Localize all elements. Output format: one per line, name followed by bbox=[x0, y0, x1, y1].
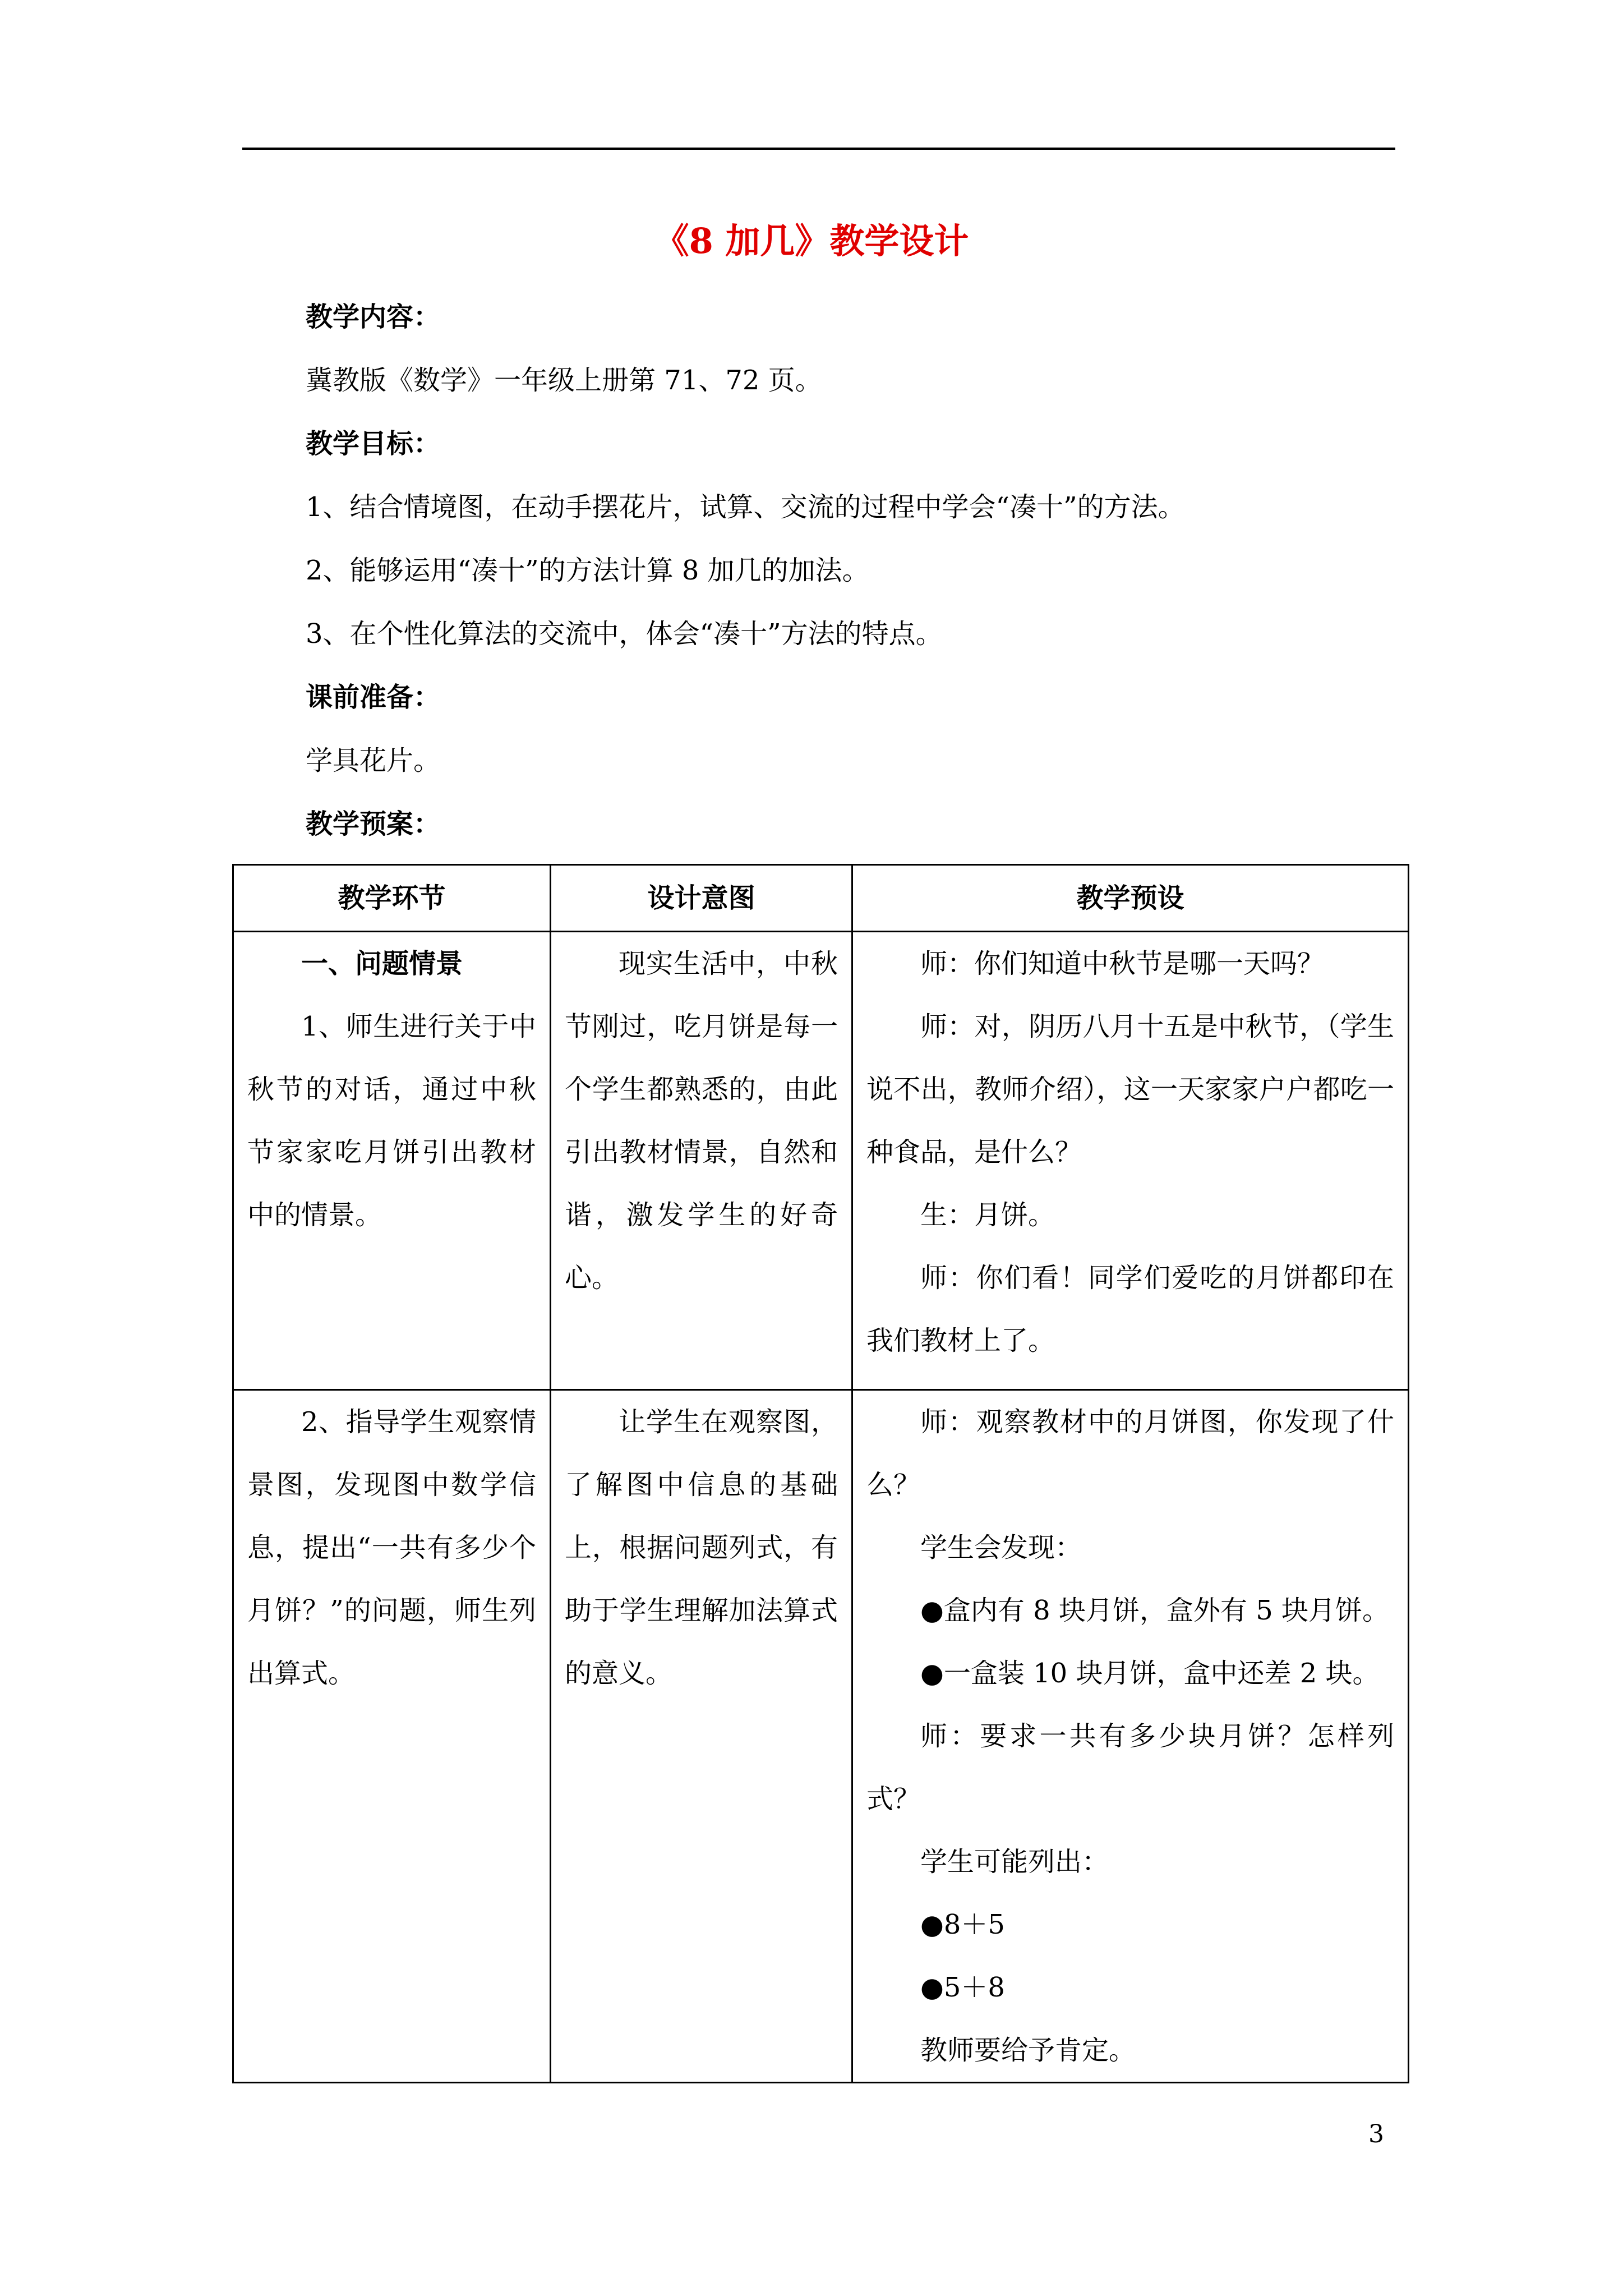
intent-text: 现实生活中，中秋节刚过，吃月饼是每一个学生都熟悉的，由此引出教材情景，自然和谐，激发学生的好奇心。 bbox=[565, 948, 838, 1294]
preset-line: ●盒内有 8 块月饼，盒外有 5 块月饼。 bbox=[920, 1595, 1389, 1626]
intent-cell bbox=[551, 932, 852, 1390]
preset-line: 学生会发现： bbox=[920, 1532, 1082, 1563]
goal-item: 2、能够运用“凑十”的方法计算 8 加几的加法。 bbox=[306, 555, 869, 586]
stage-cell bbox=[233, 1390, 551, 2083]
preset-line: 师：你们知道中秋节是哪一天吗？ bbox=[920, 948, 1325, 979]
page-number: 3 bbox=[1368, 2120, 1384, 2148]
preset-line: ●一盒装 10 块月饼，盒中还差 2 块。 bbox=[920, 1658, 1380, 1689]
goal-item: 3、在个性化算法的交流中，体会“凑十”方法的特点。 bbox=[306, 618, 943, 650]
preset-line: 生：月饼。 bbox=[920, 1199, 1055, 1231]
preset-line: 教师要给予肯定。 bbox=[920, 2035, 1136, 2066]
preset-line: 学生可能列出： bbox=[920, 1846, 1109, 1878]
prep-text: 学具花片。 bbox=[306, 745, 441, 776]
preset-line: ●8＋5 bbox=[920, 1909, 1005, 1940]
intent-cell bbox=[551, 1390, 852, 2083]
preset-line: 师：你们看！同学们爱吃的月饼都印在我们教材上了。 bbox=[866, 1262, 1394, 1356]
stage-cell bbox=[233, 932, 551, 1390]
preset-line: 师：对，阴历八月十五是中秋节，（学生说不出，教师介绍），这一天家家户户都吃一种食品，是什么？ bbox=[866, 1011, 1394, 1168]
preset-cell bbox=[852, 932, 1409, 1390]
stage-text: 2、指导学生观察情景图，发现图中数学信息，提出“一共有多少个月饼？”的问题，师生列出算式。 bbox=[247, 1406, 536, 1689]
preset-line: 师：观察教材中的月饼图，你发现了什么？ bbox=[866, 1406, 1394, 1501]
header-rule bbox=[242, 148, 1395, 150]
header-intent: 设计意图 bbox=[551, 865, 852, 932]
stage-text: 1、师生进行关于中秋节的对话，通过中秋节家家吃月饼引出教材中的情景。 bbox=[247, 1011, 536, 1231]
preset-line: 师：要求一共有多少块月饼？怎样列式？ bbox=[866, 1720, 1394, 1815]
lesson-plan-table bbox=[232, 864, 1409, 2083]
intent-text: 让学生在观察图，了解图中信息的基础上，根据问题列式，有助于学生理解加法算式的意义。 bbox=[565, 1406, 838, 1689]
content-heading: 教学内容： bbox=[306, 301, 441, 333]
document-title: 《8 加几》教学设计 bbox=[654, 220, 969, 261]
stage-heading: 一、问题情景 bbox=[301, 948, 463, 979]
table-header-row bbox=[233, 865, 1409, 932]
prep-heading: 课前准备： bbox=[306, 682, 441, 713]
preset-line: ●5＋8 bbox=[920, 1972, 1005, 2003]
table-row bbox=[233, 932, 1409, 1390]
header-stage: 教学环节 bbox=[233, 865, 551, 932]
content-text: 冀教版《数学》一年级上册第 71、72 页。 bbox=[306, 365, 822, 396]
header-preset: 教学预设 bbox=[852, 865, 1409, 932]
goals-heading: 教学目标： bbox=[306, 428, 441, 459]
plan-heading: 教学预案： bbox=[306, 808, 441, 840]
goal-item: 1、结合情境图，在动手摆花片，试算、交流的过程中学会“凑十”的方法。 bbox=[306, 491, 1185, 523]
preset-cell bbox=[852, 1390, 1409, 2083]
table-row bbox=[233, 1390, 1409, 2083]
